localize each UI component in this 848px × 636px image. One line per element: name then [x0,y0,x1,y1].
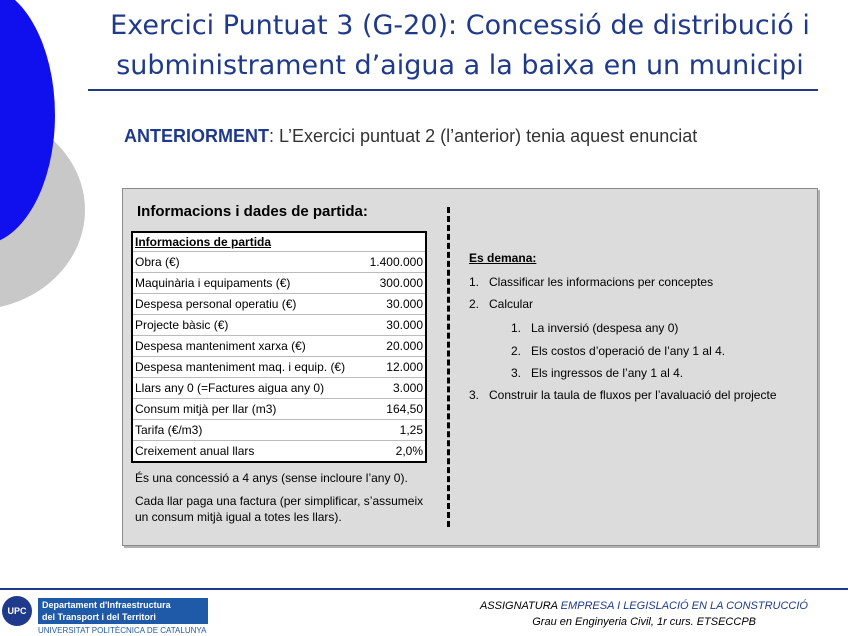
request-item [469,275,713,289]
subtitle-label: ANTERIORMENT [124,126,269,146]
request-text: Construir la taula de fluxos per l’avaluació del projecte [489,388,777,402]
row-value: 3.000 [392,381,423,395]
row-label: Llars any 0 (=Factures aigua any 0) [135,381,325,395]
subtitle [124,126,697,147]
title-underline [88,89,818,91]
row-value: 12.000 [386,360,423,374]
row-label: Despesa personal operatiu (€) [135,297,297,311]
exercise-panel [122,188,818,546]
row-label: Obra (€) [135,255,180,269]
row-value: 300.000 [379,276,423,290]
row-value: 2,0% [395,444,423,458]
department-line-2: del Transport i del Territori [42,612,156,622]
row-label: Creixement anual llars [135,444,255,458]
request-number: 3. [469,388,480,402]
table-row [133,441,425,461]
table-row [133,357,425,378]
table-header-label: Informacions de partida [135,235,272,249]
row-value: 1.400.000 [369,255,423,269]
footer-rule [0,588,848,590]
slide-title [90,6,830,86]
row-label: Tarifa (€/m3) [135,423,203,437]
table-row [133,294,425,315]
request-item [469,388,777,402]
invoice-note: Cada llar paga una factura (per simplificar, s’assumeix un consum mitjà igual a totes les llars). [135,494,424,524]
upc-logo-icon: UPC [2,596,32,626]
table-row [133,315,425,336]
row-label: Consum mitjà per llar (m3) [135,402,277,416]
dashed-divider [447,207,450,527]
request-subitem [511,321,678,335]
request-number: 1. [469,275,480,289]
request-subitem [511,366,683,380]
row-label: Maquinària i equipaments (€) [135,276,291,290]
row-value: 30.000 [386,318,423,332]
request-number: 2. [469,297,480,311]
title-line-1: Exercici Puntuat 3 (G-20): Concessió de distribució i [110,10,810,41]
university-name: UNIVERSITAT POLITÈCNICA DE CATALUNYA [38,626,207,635]
request-text: Calcular [489,297,534,311]
course-prefix: ASSIGNATURA [479,600,561,612]
degree-line: Grau en Enginyeria Civil, 1r curs. ETSECCPB [532,616,756,628]
row-label: Projecte bàsic (€) [135,318,229,332]
data-table [131,231,427,463]
table-row [133,420,425,441]
request-number: 2. [511,344,522,358]
panel-heading: Informacions i dades de partida: [137,203,368,220]
row-value: 30.000 [386,297,423,311]
department-logo [38,598,208,624]
row-value: 20.000 [386,339,423,353]
request-item [469,297,533,311]
request-number: 3. [511,366,522,380]
request-text: Els costos d’operació de l’any 1 al 4. [531,344,726,358]
concession-note: És una concessió a 4 anys (sense incloure l’any 0). [135,471,408,485]
table-row [133,273,425,294]
request-text: Classificar les informacions per conceptes [489,275,714,289]
department-line-1: Departament d'Infraestructura [42,600,171,610]
table-header [133,233,425,252]
row-label: Despesa manteniment xarxa (€) [135,339,306,353]
row-label: Despesa manteniment maq. i equip. (€) [135,360,346,374]
course-line [480,600,808,612]
course-name: EMPRESA I LEGISLACIÓ EN LA CONSTRUCCIÓ [560,600,808,612]
table-row [133,252,425,273]
subtitle-text: : L’Exercici puntuat 2 (l’anterior) tenia aquest enunciat [269,126,698,146]
request-text: La inversió (despesa any 0) [531,321,679,335]
request-subitem [511,344,725,358]
requests-heading: Es demana: [469,251,537,265]
table-row [133,378,425,399]
table-row [133,336,425,357]
row-value: 1,25 [399,423,423,437]
request-text: Els ingressos de l’any 1 al 4. [531,366,684,380]
table-row [133,399,425,420]
row-value: 164,50 [386,402,423,416]
title-line-2: subministrament d’aigua a la baixa en un municipi [116,50,804,81]
request-number: 1. [511,321,522,335]
